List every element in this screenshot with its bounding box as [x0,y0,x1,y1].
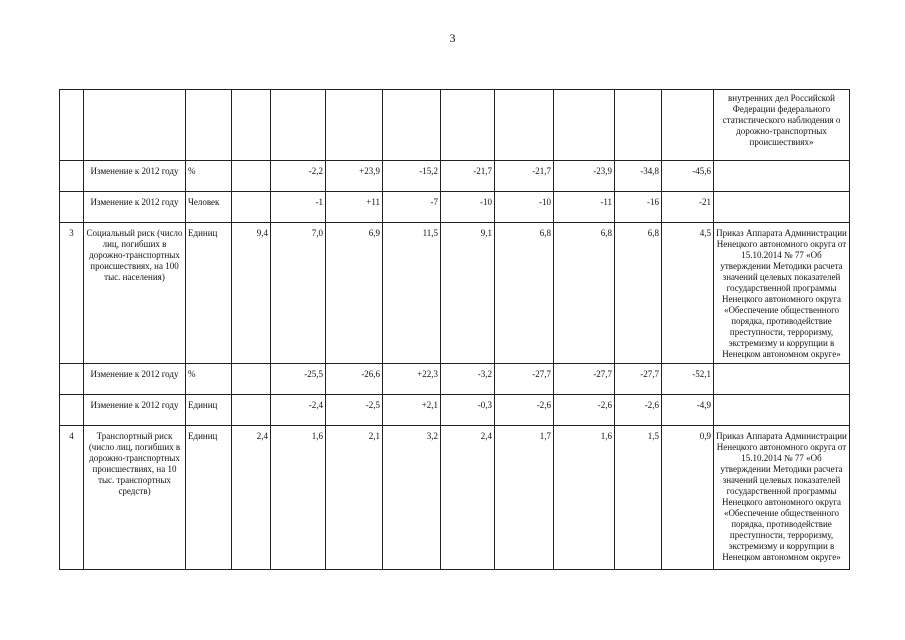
value-cell: -10 [495,192,554,223]
value-cell: 2,4 [441,426,495,570]
value-cell: -45,6 [662,161,714,192]
table-row [60,223,850,364]
row-number: 4 [60,426,84,570]
value-cell: 1,6 [271,426,326,570]
row-number [60,192,84,223]
value-cell [271,90,326,161]
value-cell [232,161,271,192]
value-cell: -21 [662,192,714,223]
value-cell: -10 [441,192,495,223]
value-cell: -3,2 [441,364,495,395]
value-cell: -16 [615,192,662,223]
table-row [60,192,850,223]
unit-cell: Единиц [186,395,232,426]
value-cell: 1,5 [615,426,662,570]
value-cell [232,364,271,395]
value-cell: -27,7 [495,364,554,395]
value-cell: 3,2 [383,426,441,570]
value-cell: -27,7 [554,364,615,395]
value-cell: -11 [554,192,615,223]
source-document [714,395,850,426]
page-number: 3 [449,31,456,45]
value-cell: 9,4 [232,223,271,364]
source-document: Приказ Аппарата Администрации Ненецкого автономного округа от 15.10.2014 № 77 «Об утверждении Методики расчета значений целевых показателей государственной программы Ненецкого автономного округа «Обеспечение общественного порядка, противодействие преступности, терроризму, экстремизму и коррупции в Ненецком автономном округе» [714,223,850,364]
value-cell: -0,3 [441,395,495,426]
indicator-name: Изменение к 2012 году [84,395,186,426]
source-document [714,364,850,395]
value-cell [615,90,662,161]
unit-cell: Единиц [186,223,232,364]
value-cell: -15,2 [383,161,441,192]
unit-cell: % [186,161,232,192]
value-cell: 0,9 [662,426,714,570]
value-cell [495,90,554,161]
value-cell [554,90,615,161]
unit-cell: % [186,364,232,395]
value-cell: +2,1 [383,395,441,426]
value-cell: 9,1 [441,223,495,364]
unit-cell: Человек [186,192,232,223]
indicators-table [59,89,850,570]
table-row [60,161,850,192]
value-cell: -21,7 [441,161,495,192]
unit-cell: Единиц [186,426,232,570]
value-cell: -2,4 [271,395,326,426]
value-cell: +23,9 [326,161,383,192]
value-cell: -27,7 [615,364,662,395]
table-row [60,364,850,395]
source-document: внутренних дел Российской Федерации федерального статистического наблюдения о дорожно-транспортных происшествиях» [714,90,850,161]
value-cell: 1,7 [495,426,554,570]
row-number [60,161,84,192]
table-row [60,90,850,161]
value-cell: 6,8 [554,223,615,364]
value-cell: -52,1 [662,364,714,395]
indicator-name [84,90,186,161]
table-row [60,395,850,426]
value-cell: -21,7 [495,161,554,192]
value-cell [441,90,495,161]
value-cell: 6,8 [615,223,662,364]
value-cell: -2,6 [615,395,662,426]
value-cell: -7 [383,192,441,223]
value-cell: 1,6 [554,426,615,570]
value-cell: 11,5 [383,223,441,364]
value-cell: -1 [271,192,326,223]
value-cell [662,90,714,161]
value-cell: 2,1 [326,426,383,570]
row-number [60,395,84,426]
value-cell: -34,8 [615,161,662,192]
value-cell [232,90,271,161]
value-cell: 7,0 [271,223,326,364]
indicator-name: Социальный риск (число лиц, погибших в дорожно-транспортных происшествиях, на 100 тыс. населения) [84,223,186,364]
value-cell [383,90,441,161]
row-number: 3 [60,223,84,364]
value-cell: -4,9 [662,395,714,426]
value-cell: 2,4 [232,426,271,570]
value-cell: +22,3 [383,364,441,395]
source-document [714,161,850,192]
value-cell: 6,8 [495,223,554,364]
indicator-name: Изменение к 2012 году [84,364,186,395]
table-row [60,426,850,570]
value-cell: -2,2 [271,161,326,192]
value-cell: 4,5 [662,223,714,364]
row-number [60,90,84,161]
value-cell: -23,9 [554,161,615,192]
value-cell [232,192,271,223]
row-number [60,364,84,395]
source-document [714,192,850,223]
value-cell: -26,6 [326,364,383,395]
value-cell: -2,6 [554,395,615,426]
value-cell [326,90,383,161]
value-cell: -2,6 [495,395,554,426]
value-cell: 6,9 [326,223,383,364]
value-cell: +11 [326,192,383,223]
indicator-name: Транспортный риск (число лиц, погибших в дорожно-транспортных происшествиях, на 10 тыс. транспортных средств) [84,426,186,570]
value-cell: -25,5 [271,364,326,395]
indicator-name: Изменение к 2012 году [84,161,186,192]
unit-cell [186,90,232,161]
value-cell [232,395,271,426]
source-document: Приказ Аппарата Администрации Ненецкого автономного округа от 15.10.2014 № 77 «Об утверждении Методики расчета значений целевых показателей государственной программы Ненецкого автономного округа «Обеспечение общественного порядка, противодействие преступности, терроризму, экстремизму и коррупции в Ненецком автономном округе» [714,426,850,570]
value-cell: -2,5 [326,395,383,426]
indicator-name: Изменение к 2012 году [84,192,186,223]
